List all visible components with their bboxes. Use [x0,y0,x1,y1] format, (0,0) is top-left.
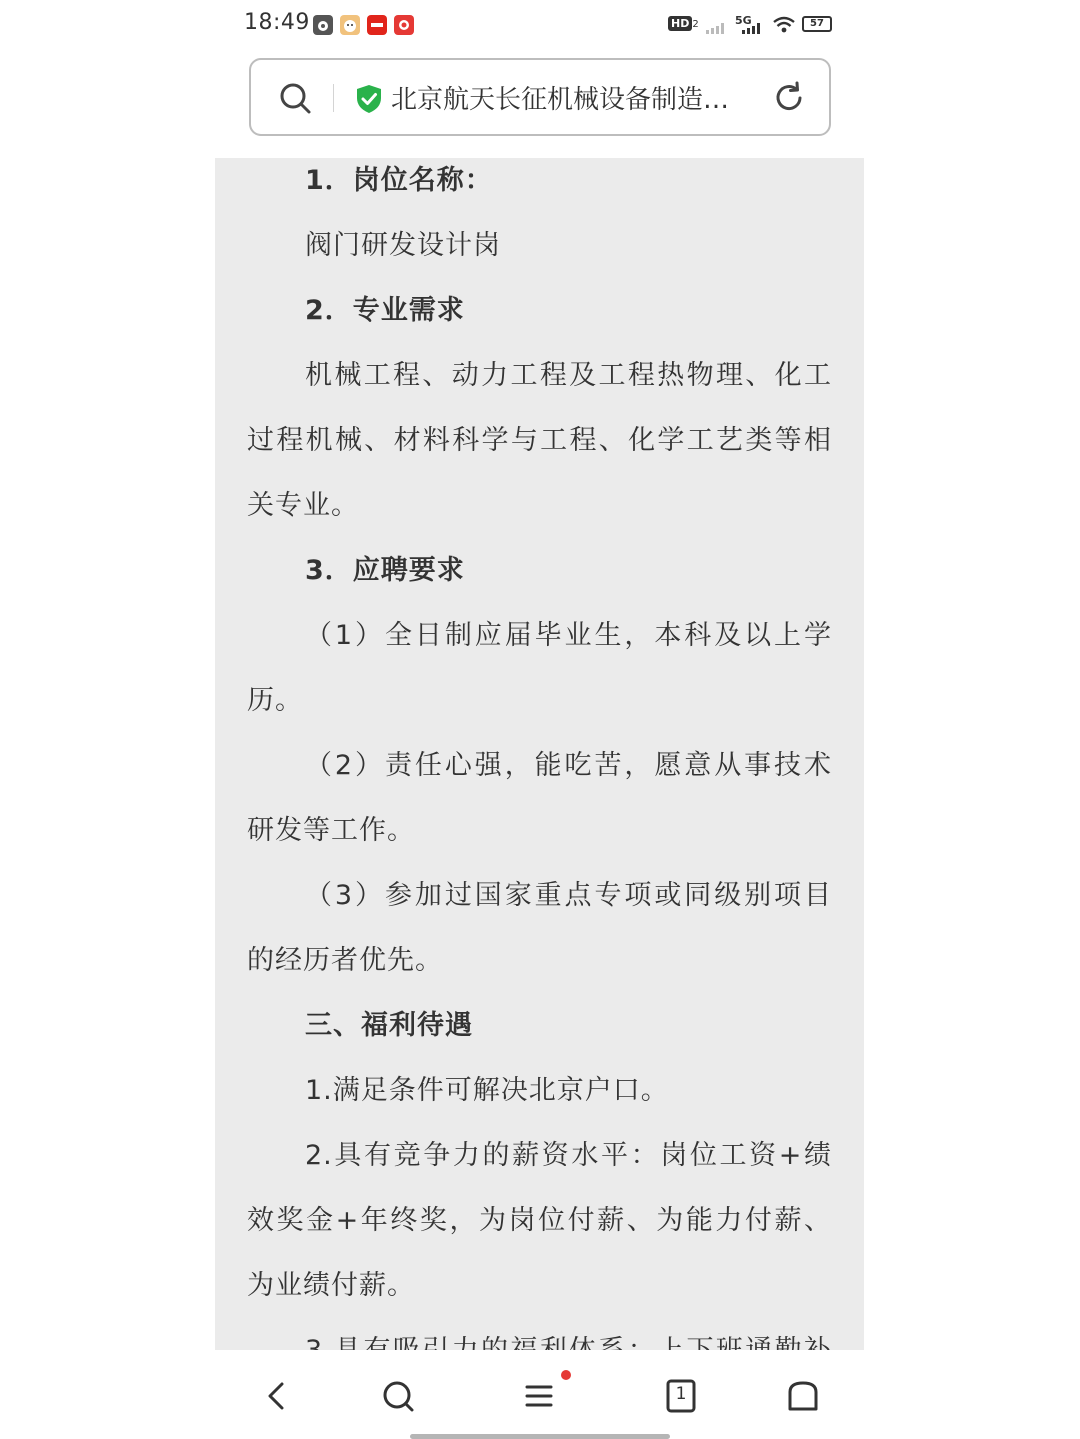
weibo-icon [313,15,333,35]
hd-badge: HD 2 [668,16,699,31]
tab-count: 1 [675,1384,687,1404]
paragraph-line: （2）责任心强，能吃苦，愿意从事技术 [305,750,832,781]
notification-icon [394,15,414,35]
signal-strong-icon [742,20,766,37]
shield-check-icon [355,84,383,114]
url-text[interactable]: 北京航天长征机械设备制造… [391,85,730,115]
refresh-icon[interactable] [771,80,807,116]
paragraph-line: 机械工程、动力工程及工程热物理、化工 [305,360,832,391]
notification-dot [561,1370,571,1380]
address-divider [333,84,334,112]
paragraph-line: 为业绩付薪。 [247,1270,415,1301]
paragraph-line: 阀门研发设计岗 [305,230,501,261]
battery-icon: 57 [802,15,832,32]
section-heading: 2．专业需求 [305,295,465,326]
paragraph-line: 历。 [247,685,303,716]
section-heading: 3．应聘要求 [305,555,465,586]
signal-weak-icon [706,20,730,37]
wifi-icon [772,15,796,38]
paragraph-line: 的经历者优先。 [247,945,443,976]
status-time: 18:49 [244,10,310,35]
search-icon[interactable] [277,80,313,116]
home-button[interactable] [783,1376,823,1416]
section-heading: 1．岗位名称： [305,165,493,196]
paragraph-line: 关专业。 [247,490,359,521]
paragraph-line: 2.具有竞争力的薪资水平：岗位工资+绩 [305,1140,832,1171]
back-button[interactable] [258,1376,298,1416]
jd-icon [367,15,387,35]
cat-icon [340,15,360,35]
paragraph-line: （3）参加过国家重点专项或同级别项目 [305,880,832,911]
section-heading: 三、福利待遇 [305,1010,473,1041]
menu-button[interactable] [519,1376,559,1416]
paragraph-line: （1）全日制应届毕业生，本科及以上学 [305,620,832,651]
home-indicator [410,1434,670,1439]
status-bar [0,0,1080,52]
bottom-navigation [0,1350,1080,1439]
address-bar[interactable] [249,58,831,136]
tabs-button[interactable] [661,1376,701,1416]
paragraph-line: 1.满足条件可解决北京户口。 [305,1075,669,1106]
paragraph-line: 过程机械、材料科学与工程、化学工艺类等相 [247,425,832,456]
paragraph-line: 效奖金+年终奖，为岗位付薪、为能力付薪、 [247,1205,832,1236]
search-button[interactable] [378,1376,418,1416]
network-type: 5G [735,14,752,27]
article-content [215,158,864,1350]
paragraph-line: 研发等工作。 [247,815,415,846]
